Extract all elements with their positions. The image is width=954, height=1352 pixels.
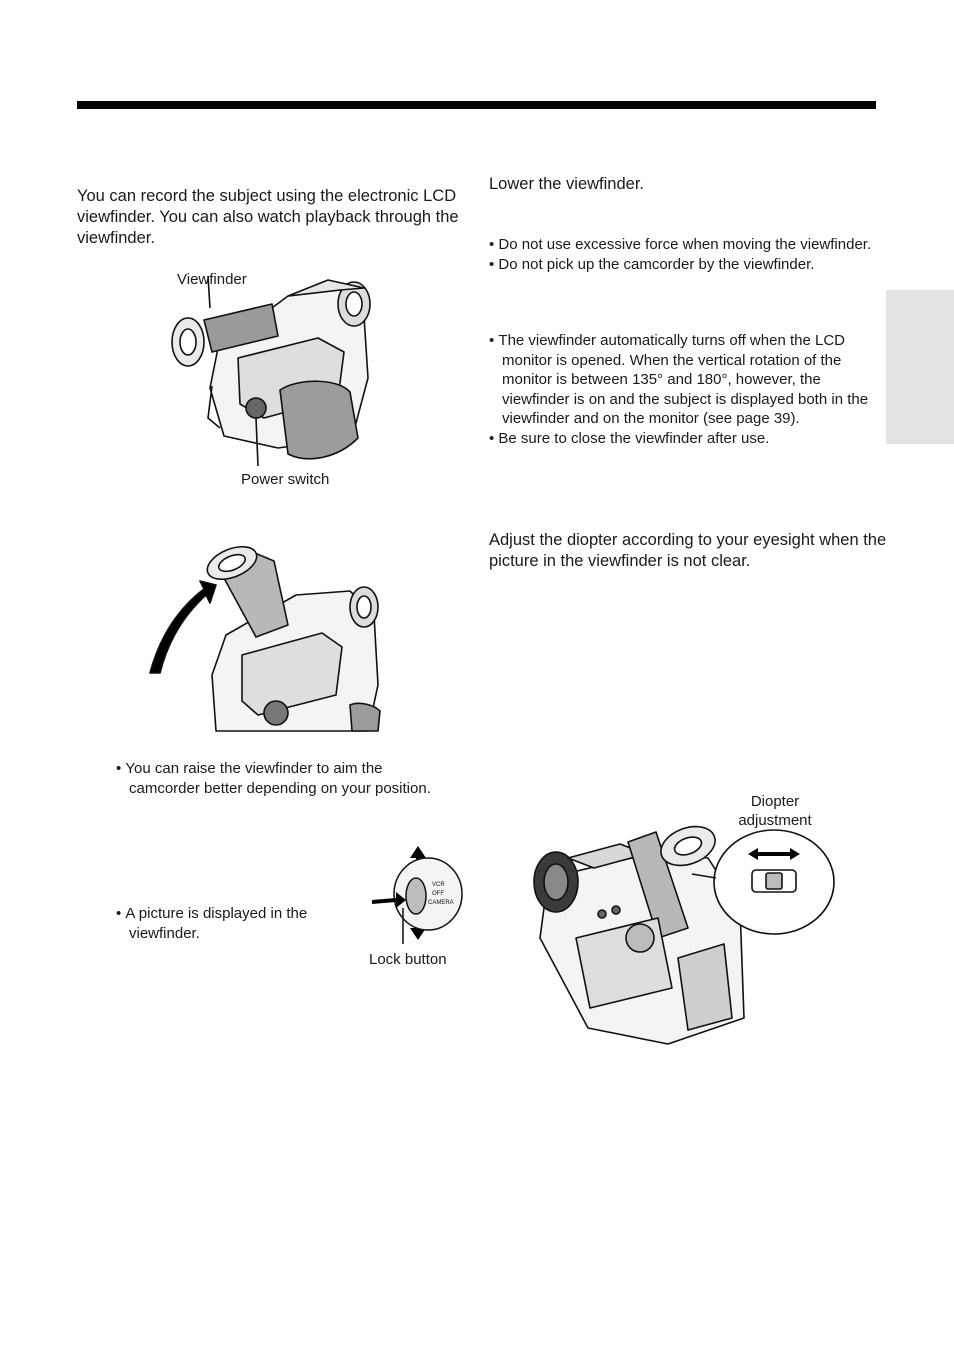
raise-notes	[116, 759, 446, 798]
viewfinder-note-item: • The viewfinder automatically turns off when the LCD monitor is opened. When the vertical rotation of the monitor is between 135° and 180°, however, the viewfinder is on and the subject is displayed both in the viewfinder and on the monitor (see page 39).	[489, 331, 884, 429]
caution-note-item: • Do not pick up the camcorder by the viewfinder.	[489, 255, 889, 275]
caution-notes	[489, 235, 889, 274]
power-switch-label: Power switch	[241, 471, 330, 488]
diopter-paragraph: Adjust the diopter according to your eyesight when the picture in the viewfinder is not clear.	[489, 531, 887, 570]
switch-label-vcr: VCR	[432, 882, 445, 888]
intro-paragraph: You can record the subject using the electronic LCD viewfinder. You can also watch playback through the viewfinder.	[77, 187, 459, 247]
viewfinder-label: Viewfinder	[177, 271, 247, 288]
caution-note-item: • Do not use excessive force when moving the viewfinder.	[489, 235, 889, 255]
section-tab	[886, 290, 954, 444]
figure-diopter-adjustment	[528, 818, 838, 1048]
picture-note-item: • A picture is displayed in the viewfinder.	[116, 904, 376, 943]
header-rule	[77, 101, 876, 109]
raise-note-item: • You can raise the viewfinder to aim the camcorder better depending on your position.	[116, 759, 446, 798]
viewfinder-note-item: • Be sure to close the viewfinder after use.	[489, 429, 884, 449]
switch-label-off: OFF	[432, 891, 444, 897]
switch-label-camera: CAMERA	[428, 900, 454, 906]
viewfinder-notes	[489, 331, 884, 448]
figure-power-switch-dial	[370, 842, 466, 944]
diopter-adjustment-label: Diopter adjustment	[738, 793, 812, 829]
picture-notes	[116, 904, 376, 943]
figure-camcorder-viewfinder	[168, 268, 388, 468]
lower-viewfinder-text: Lower the viewfinder.	[489, 175, 645, 193]
figure-raise-viewfinder	[146, 545, 386, 731]
lock-button-label: Lock button	[369, 951, 447, 968]
